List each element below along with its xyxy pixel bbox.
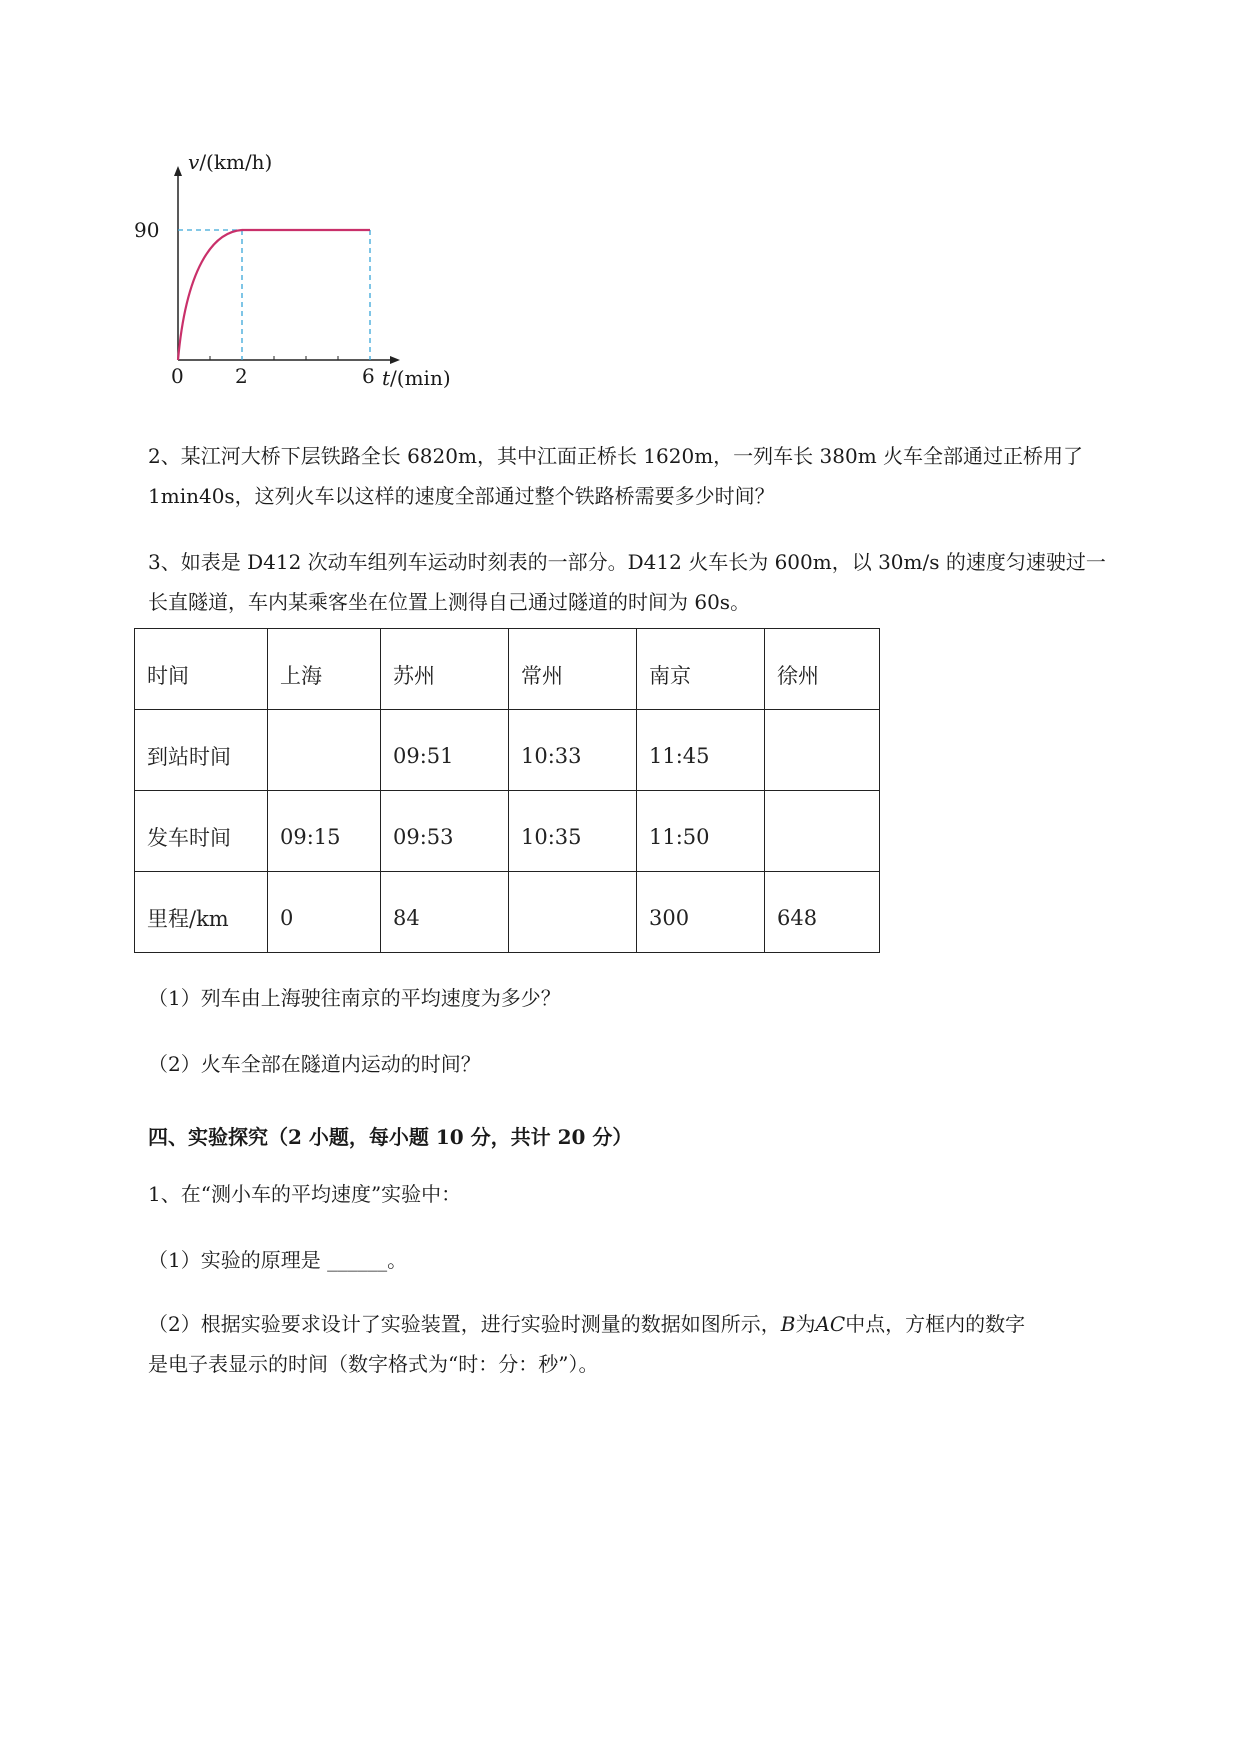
table-cell — [509, 872, 637, 953]
x-tick-2: 2 — [235, 364, 248, 388]
table-cell: 300 — [637, 872, 765, 953]
experiment-1-sub-2-line-1: （2）根据实验要求设计了实验装置，进行实验时测量的数据如图所示，B为AC中点，方框内的数字 — [148, 1312, 1026, 1336]
table-cell: 0 — [268, 872, 381, 953]
experiment-1: 1、在“测小车的平均速度”实验中： — [148, 1182, 462, 1206]
question-2-line-2: 1min40s，这列火车以这样的速度全部通过整个铁路桥需要多少时间？ — [148, 484, 775, 508]
y-axis-arrow — [174, 166, 182, 176]
table-cell: 09:15 — [268, 791, 381, 872]
x-axis-arrow — [390, 356, 400, 364]
table-cell: 到站时间 — [135, 710, 268, 791]
table-cell: 徐州 — [765, 629, 880, 710]
table-cell — [765, 710, 880, 791]
table-row — [135, 872, 880, 953]
question-2 — [148, 436, 1158, 516]
table-cell: 10:35 — [509, 791, 637, 872]
table-cell — [268, 710, 381, 791]
sub-question-1: （1）列车由上海驶往南京的平均速度为多少？ — [148, 986, 561, 1010]
sub-question-2: （2）火车全部在隧道内运动的时间？ — [148, 1052, 481, 1076]
table-cell: 里程/km — [135, 872, 268, 953]
velocity-time-graph — [130, 150, 451, 400]
table-cell: 苏州 — [381, 629, 509, 710]
table-cell: 常州 — [509, 629, 637, 710]
x-tick-6: 6 — [362, 364, 375, 388]
table-row — [135, 791, 880, 872]
table-cell: 10:33 — [509, 710, 637, 791]
table-cell: 11:50 — [637, 791, 765, 872]
table-cell: 09:53 — [381, 791, 509, 872]
question-3 — [148, 542, 1158, 622]
x-axis-label: t/(min) — [382, 366, 451, 390]
table-cell: 648 — [765, 872, 880, 953]
table-cell: 时间 — [135, 629, 268, 710]
table-cell: 南京 — [637, 629, 765, 710]
train-timetable — [134, 628, 880, 953]
question-3-line-1: 3、如表是 D412 次动车组列车运动时刻表的一部分。D412 火车长为 600m，以 30m/s 的速度匀速驶过一 — [148, 550, 1106, 574]
table-cell: 上海 — [268, 629, 381, 710]
table-row — [135, 629, 880, 710]
y-tick-90: 90 — [134, 218, 160, 242]
table-cell: 发车时间 — [135, 791, 268, 872]
x-tick-0: 0 — [171, 364, 184, 388]
velocity-curve — [178, 230, 242, 360]
table-cell: 11:45 — [637, 710, 765, 791]
table-cell — [765, 791, 880, 872]
section-heading-4: 四、实验探究（2 小题，每小题 10 分，共计 20 分） — [148, 1125, 633, 1149]
table-cell: 84 — [381, 872, 509, 953]
question-3-line-2: 长直隧道，车内某乘客坐在位置上测得自己通过隧道的时间为 60s。 — [148, 590, 751, 614]
experiment-1-sub-2-line-2: 是电子表显示的时间（数字格式为“时：分：秒”）。 — [148, 1352, 599, 1376]
y-axis-label: v/(km/h) — [188, 150, 273, 174]
experiment-1-sub-1: （1）实验的原理是 ______。 — [148, 1248, 408, 1272]
table-cell: 09:51 — [381, 710, 509, 791]
table-row — [135, 710, 880, 791]
question-2-line-1: 2、某江河大桥下层铁路全长 6820m，其中江面正桥长 1620m，一列车长 380m 火车全部通过正桥用了 — [148, 444, 1084, 468]
experiment-1-sub-2 — [148, 1304, 1158, 1384]
